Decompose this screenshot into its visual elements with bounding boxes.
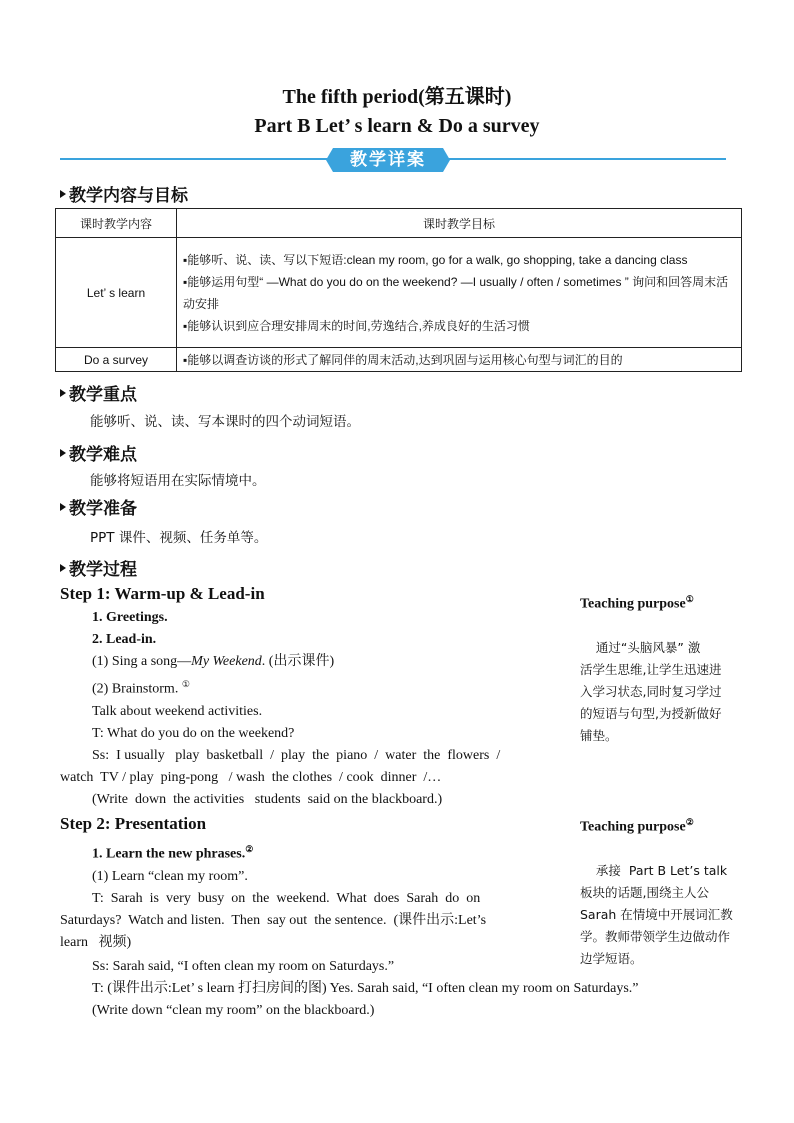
- goal-item: ▪能够以调查访谈的形式了解同伴的周末活动,达到巩固与运用核心句型与词汇的目的: [183, 352, 623, 367]
- table-cell-goals: [177, 238, 742, 348]
- teaching-purpose-title: Teaching purpose①: [580, 594, 694, 612]
- note-line: 活学生思维,让学生迅速进: [580, 661, 722, 677]
- section-heading-difficulties: 教学难点: [60, 440, 137, 465]
- banner-label: 教学详案: [350, 150, 426, 170]
- teaching-purpose-body: [580, 838, 750, 1014]
- footnote-mark: ②: [245, 844, 254, 854]
- section-heading-process: 教学过程: [60, 555, 137, 580]
- step1-title: Step 1: Warm-up & Lead-in: [60, 584, 265, 603]
- page-title: The fifth period(第五课时): [282, 86, 512, 108]
- teaching-purpose-title: Teaching purpose②: [580, 817, 694, 835]
- footnote-mark: ①: [685, 594, 694, 604]
- step1-body: [60, 607, 530, 811]
- table-row: [56, 238, 742, 348]
- section-heading-preparation: 教学准备: [60, 494, 137, 519]
- note-line: 铺垫。: [580, 727, 618, 743]
- step1-sing: (1) Sing a song—My Weekend. (出示课件): [92, 654, 335, 669]
- goal-item: ▪能够运用句型“ —What do you do on the weekend? —I usually / often / sometimes ” 询问和回答周末活动安排: [183, 274, 729, 311]
- page-subtitle: Part B Let’ s learn & Do a survey: [254, 115, 540, 137]
- step1-brainstorm: (2) Brainstorm. ①: [92, 679, 190, 697]
- triangle-bullet-icon: [60, 449, 66, 457]
- footnote-mark: ①: [181, 679, 190, 689]
- teaching-purpose-note-1: [580, 594, 750, 791]
- table-header-row: [56, 209, 742, 238]
- step1-students-line: Ss: I usually play basketball / play the piano / water the flowers /: [92, 747, 501, 763]
- note-line: 的短语与句型,为授新做好: [580, 705, 722, 721]
- step1-lead-in: 2. Lead-in.: [92, 632, 157, 647]
- section-heading-key-points: 教学重点: [60, 380, 137, 405]
- triangle-bullet-icon: [60, 190, 66, 198]
- table-cell-goals: [177, 348, 742, 372]
- difficulties-text: 能够将短语用在实际情境中。: [90, 473, 266, 489]
- teaching-purpose-note-2: [580, 817, 750, 1014]
- step2-students-line: Ss: Sarah said, “I often clean my room on Saturdays.”: [92, 959, 395, 974]
- table-row: [56, 348, 742, 372]
- goal-item: ▪能够听、说、读、写以下短语:clean my room, go for a walk, go shopping, take a dancing class: [183, 252, 688, 267]
- footnote-mark: ②: [685, 817, 694, 827]
- step1-greetings: 1. Greetings.: [92, 610, 168, 625]
- triangle-bullet-icon: [60, 503, 66, 511]
- preparation-text: PPT 课件、视频、任务单等。: [90, 530, 268, 546]
- key-points-text: 能够听、说、读、写本课时的四个动词短语。: [90, 414, 360, 430]
- note-line: 边学短语。: [580, 950, 643, 966]
- goal-item: ▪能够认识到应合理安排周末的时间,劳逸结合,养成良好的生活习惯: [183, 318, 530, 333]
- table-cell-content: Let’ s learn: [56, 238, 177, 348]
- note-line: 板块的话题,围绕主人公: [580, 884, 709, 900]
- teaching-purpose-body: [580, 615, 750, 791]
- triangle-bullet-icon: [60, 389, 66, 397]
- table-header-goals: 课时教学目标: [177, 209, 742, 238]
- note-line: 学。教师带领学生边做动作: [580, 928, 731, 944]
- step1-teacher-line: T: What do you do on the weekend?: [92, 725, 295, 741]
- note-line: 入学习状态,同时复习学过: [580, 683, 722, 699]
- step2-body: [60, 838, 535, 954]
- table-cell-content: Do a survey: [56, 348, 177, 372]
- triangle-bullet-icon: [60, 564, 66, 572]
- note-line: 通过“头脑风暴” 激: [580, 639, 701, 655]
- step2-learn-item: (1) Learn “clean my room”.: [92, 868, 248, 884]
- note-line: 承接 Part B Let’s talk: [580, 862, 728, 878]
- objectives-table: [55, 208, 742, 372]
- step2-teacher-line-cont: Saturdays? Watch and listen. Then say out the sentence. (课件出示:Let’s: [60, 912, 487, 928]
- step2-teacher-line: T: Sarah is very busy on the weekend. What does Sarah do on: [92, 890, 481, 906]
- step1-students-line-cont: watch TV / play ping-pong / wash the clothes / cook dinner /…: [60, 769, 442, 785]
- section-heading-content: 教学内容与目标: [60, 181, 188, 206]
- step2-learn-phrases: 1. Learn the new phrases.②: [92, 844, 254, 862]
- step2-title: Step 2: Presentation: [60, 814, 207, 833]
- step2-write-note: (Write down “clean my room” on the blackboard.): [92, 1003, 375, 1018]
- step1-talk: Talk about weekend activities.: [92, 703, 263, 719]
- step2-teacher-line-cont: learn 视频): [60, 934, 132, 950]
- note-line: Sarah 在情境中开展词汇教: [580, 906, 733, 922]
- step2-teacher-line-2: T: (课件出示:Let’ s learn 打扫房间的图) Yes. Sarah said, “I often clean my room on Saturdays.”: [92, 981, 639, 996]
- table-header-content: 课时教学内容: [56, 209, 177, 238]
- step1-write-note: (Write down the activities students said on the blackboard.): [92, 791, 443, 807]
